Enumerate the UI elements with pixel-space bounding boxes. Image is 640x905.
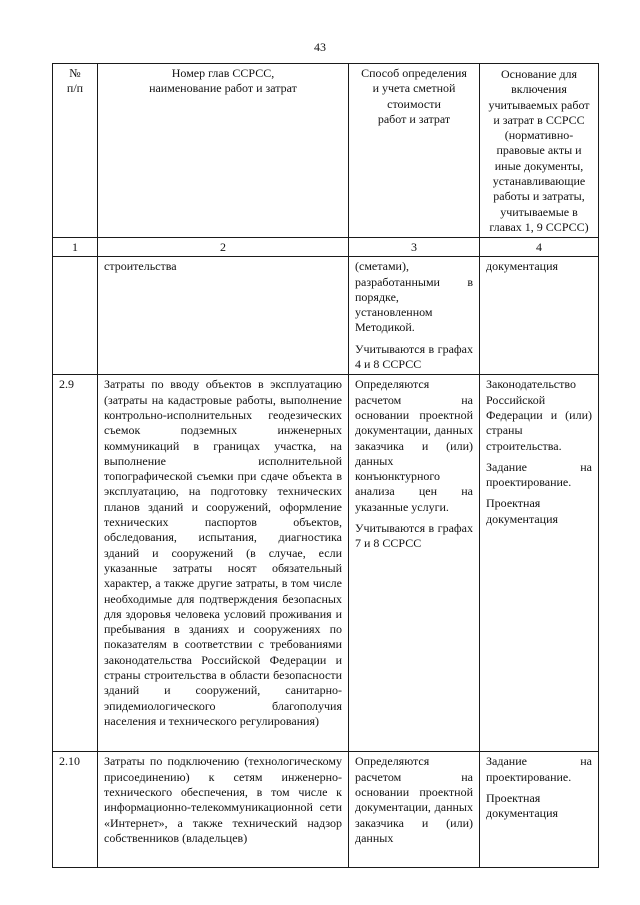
method-paragraph: Определяются расчетом на основании проектной документации, данных заказчика и (или) данных конъюнктурного анализа цен на указанные услуги.: [355, 377, 473, 514]
row-method: [349, 752, 480, 868]
header-basis-text: Основание для включения учитываемых работ и затрат в ССРСС (нормативно- правовые акты и иные документы, устанавливающие работы и затраты, учитываемые в главах 1, 9 ССРСС): [488, 67, 590, 234]
row-method: [349, 375, 480, 752]
table-row: [53, 257, 599, 375]
header-method-text: Способ определения и учета сметной стоимости работ и затрат: [361, 66, 467, 126]
column-number: 3: [349, 238, 480, 257]
method-paragraph: Учитываются в графах 7 и 8 ССРСС: [355, 521, 473, 551]
table-header-row: [53, 64, 599, 238]
row-name: строительства: [98, 257, 349, 375]
basis-paragraph: документация: [486, 259, 559, 274]
page-number: 43: [314, 40, 326, 54]
row-basis: [480, 752, 599, 868]
basis-paragraph: Проектная документация: [486, 496, 559, 526]
row-basis: [480, 257, 599, 375]
cost-items-table: [52, 63, 599, 868]
table-row: [53, 375, 599, 752]
table-row: [53, 752, 599, 868]
row-number: [53, 257, 98, 375]
row-name: Затраты по вводу объектов в эксплуатацию (затраты на кадастровые работы, выполнение контрольно-исполнительных геодезических съемок подземных инженерных коммуникаций в границах участка, на выполнение исполнительной топографической съемки при сдаче объекта в эксплуатацию, на подготовку технических планов зданий и сооружений, оформление технических паспортов объектов, обследования, испытания, диагностика зданий и сооружений (в случае, если указанные затраты носят обязательный характер, а также другие затраты, в том числе необходимые для подтверждения безопасных для здоровья человека условий проживания и пребывания в зданиях и сооружениях по показателям в соответствии с требованиями законодательства Российской Федерации и страны строительства в области безопасности зданий и сооружений, санитарно-эпидемиологического благополучия населения и технического регулирования): [98, 375, 349, 752]
method-paragraph: (сметами), разработанными в порядке, установленном Методикой.: [355, 259, 473, 335]
header-method: [349, 64, 480, 238]
column-number: 2: [98, 238, 349, 257]
method-paragraph: Учитываются в графах 4 и 8 ССРСС: [355, 341, 473, 372]
header-number-text: № п/п: [66, 66, 84, 96]
basis-paragraph: Законодательство Российской Федерации и (или) страны строительства.: [486, 377, 592, 453]
column-numbers-row: [53, 238, 599, 257]
row-name: Затраты по подключению (технологическому присоединению) к сетям инженерно-технического обеспечения, в том числе к информационно-телекоммуникационной сети «Интернет», а также технический надзор собственников (владельцев): [98, 752, 349, 868]
basis-paragraph: Задание на проектирование.: [486, 754, 592, 784]
header-basis: [480, 64, 599, 238]
column-number: 4: [480, 238, 599, 257]
basis-paragraph: Проектная документация: [486, 790, 559, 821]
basis-paragraph: Задание на проектирование.: [486, 459, 592, 490]
header-name: [98, 64, 349, 238]
method-paragraph: Определяются расчетом на основании проектной документации, данных заказчика и (или) данных: [355, 754, 473, 845]
row-method: [349, 257, 480, 375]
header-name-text: Номер глав ССРСС, наименование работ и затрат: [149, 66, 297, 96]
header-number: [53, 64, 98, 238]
row-number: 2.10: [53, 752, 98, 868]
row-number: 2.9: [53, 375, 98, 752]
row-basis: [480, 375, 599, 752]
column-number: 1: [53, 238, 98, 257]
